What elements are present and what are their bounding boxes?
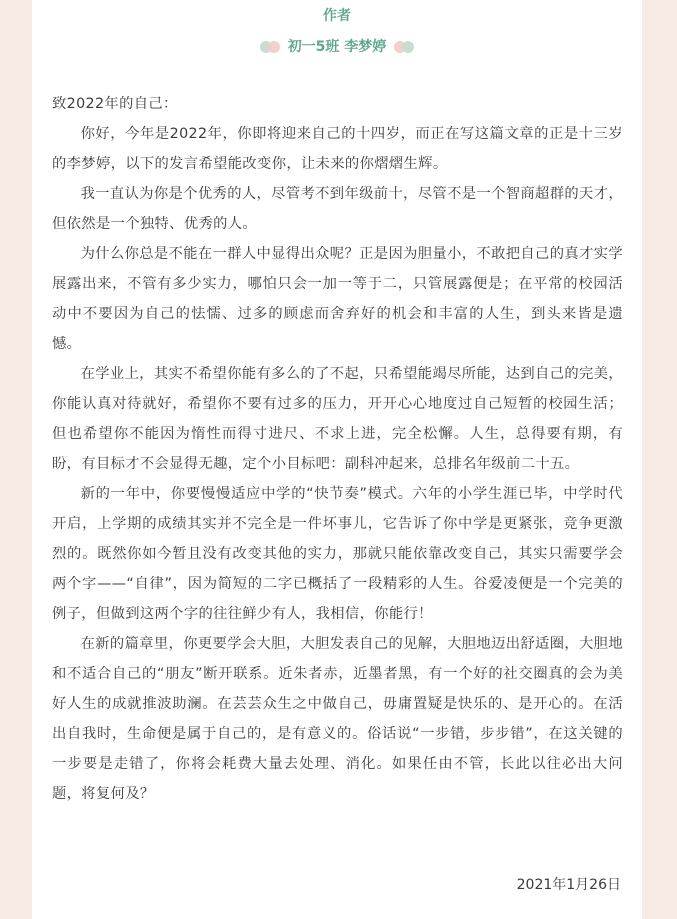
decorative-dots-icon [260, 39, 280, 55]
article-page [32, 0, 642, 919]
letter-paragraph: 你好，今年是2022年，你即将迎来自己的十四岁，而正在写这篇文章的正是十三岁的李梦婷，以下的发言希望能改变你，让未来的你熠熠生辉。 [52, 126, 623, 172]
letter-body [52, 89, 623, 809]
letter-date: 2021年1月26日 [516, 877, 621, 893]
author-row [32, 36, 642, 58]
letter-paragraph: 我一直认为你是个优秀的人，尽管考不到年级前十，尽管不是一个智商超群的天才，但依然是一个独特、优秀的人。 [52, 186, 623, 232]
letter-paragraph: 在新的篇章里，你更要学会大胆，大胆发表自己的见解，大胆地迈出舒适圈，大胆地和不适合自己的“朋友”断开联系。近朱者赤，近墨者黑，有一个好的社交圈真的会为美好人生的成就推波助澜。在芸芸众生之中做自己，毋庸置疑是快乐的、是开心的。在活出自我时，生命便是属于自己的，是有意义的。俗话说“一步错，步步错”，在这关键的一步要是走错了，你将会耗费大量去处理、消化。如果任由不管，长此以往必出大问题，将复何及？ [52, 636, 623, 802]
decorative-dots-icon [394, 39, 414, 55]
letter-paragraph: 为什么你总是不能在一群人中显得出众呢？正是因为胆量小，不敢把自己的真才实学展露出来，不管有多少实力，哪怕只会一加一等于二，只管展露便是；在平常的校园活动中不要因为自己的怯懦、过多的顾虑而舍弃好的机会和丰富的人生，到头来皆是遗憾。 [52, 246, 623, 352]
author-label: 作者 [323, 8, 351, 24]
letter-paragraph: 在学业上，其实不希望你能有多么的了不起，只希望能竭尽所能，达到自己的完美，你能认真对待就好，希望你不要有过多的压力，开开心心地度过自己短暂的校园生活；但也希望你不能因为惰性而得寸进尺、不求上进，完全松懈。人生，总得要有期，有盼，有目标才不会显得无趣，定个小目标吧：副科冲起来，总排名年级前二十五。 [52, 366, 623, 472]
letter-paragraph: 新的一年中，你要慢慢适应中学的“快节奏”模式。六年的小学生涯已毕，中学时代开启，上学期的成绩其实并不完全是一件坏事儿，它告诉了你中学是更紧张，竞争更激烈的。既然你如今暂且没有改变其他的实力，那就只能依靠改变自己，其实只需要学会两个字——“自律”，因为简短的二字已概括了一段精彩的人生。谷爱凌便是一个完美的例子，但做到这两个字的往往鲜少有人，我相信，你能行！ [52, 486, 623, 622]
author-name: 初一5班 李梦婷 [287, 39, 387, 55]
letter-greeting: 致2022年的自己： [52, 96, 178, 112]
